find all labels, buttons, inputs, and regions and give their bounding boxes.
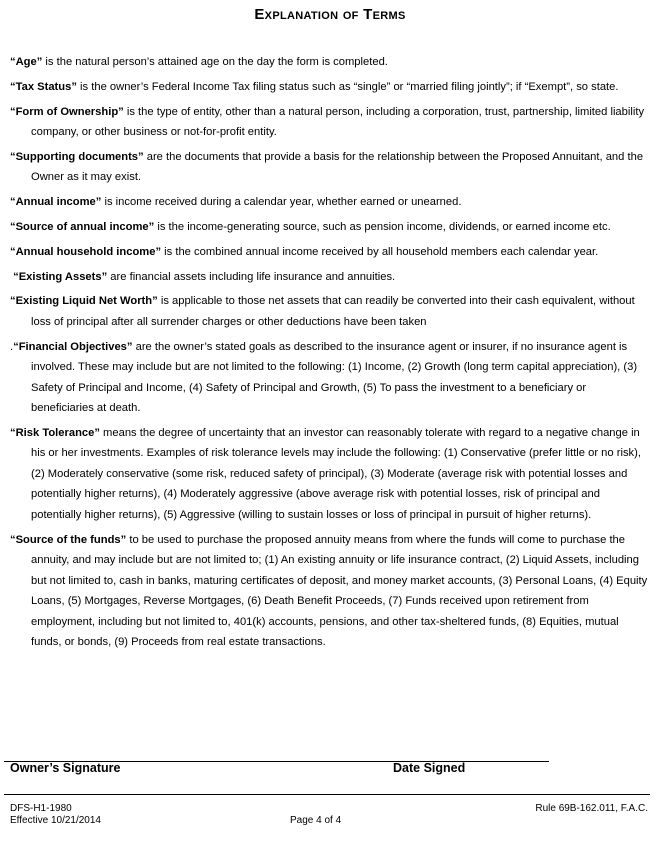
owner-signature-label: Owner’s Signature [10, 761, 121, 775]
term-name: “Source of the funds” [10, 533, 127, 546]
term-definition: are the owner’s stated goals as described to the insurance agent or insurer, if no insurance agent is involved. These may include but are not limited to the following: (1) Income, (2) Growth (long term capital appreciation), (3) Safety of Principal and Income, (4) Safety of Principal and Growth, (5) To pass the investment to a beneficiary or beneficiaries at death. [31, 340, 638, 415]
term-source-of-the-funds [10, 530, 650, 653]
term-definition: is income received during a calendar year, whether earned or unearned. [101, 196, 462, 209]
term-name: “Age” [10, 56, 43, 68]
rule-reference: Rule 69B-162.011, F.A.C. [535, 803, 648, 814]
term-name: “Existing Liquid Net Worth” [10, 295, 158, 308]
term-annual-household-income [10, 242, 650, 263]
term-definition: is the owner’s Federal Income Tax filing status such as “single” or “married filing jointly”; if “Exempt”, so state. [76, 80, 619, 93]
term-name: “Annual household income” [10, 245, 162, 258]
term-definition: is the natural person’s attained age on the day the form is completed. [42, 56, 388, 68]
date-signed-label: Date Signed [393, 761, 466, 775]
term-supporting-documents [10, 147, 650, 188]
terms-list [10, 52, 650, 657]
page-title: Explanation of Terms [254, 6, 406, 23]
term-name: “Annual income” [10, 196, 102, 209]
term-name: “Risk Tolerance” [10, 426, 100, 439]
term-definition: is the combined annual income received by all household members each calendar year. [161, 245, 599, 258]
term-financial-objectives [10, 337, 650, 419]
term-annual-income [10, 192, 650, 213]
term-risk-tolerance [10, 423, 650, 526]
form-id: DFS-H1-1980 [10, 803, 72, 814]
term-source-of-annual-income [10, 217, 650, 238]
effective-date: Effective 10/21/2014 [10, 815, 101, 826]
term-definition: is applicable to those net assets that can readily be converted into their cash equivalent, without loss of principal after all surrender charges or other deductions have been taken [31, 295, 635, 328]
term-name: “Source of annual income” [10, 220, 155, 233]
term-age [10, 52, 650, 73]
term-tax-status [10, 77, 650, 98]
term-existing-liquid-net-worth [10, 291, 650, 332]
term-definition: are financial assets including life insurance and annuities. [107, 270, 396, 283]
term-form-of-ownership [10, 102, 650, 143]
term-existing-assets [10, 267, 650, 288]
term-name: “Supporting documents” [10, 150, 144, 163]
page-number: Page 4 of 4 [290, 815, 342, 826]
term-definition: to be used to purchase the proposed annuity means from where the funds will come to purchase the annuity, and may include but are not limited to; (1) An existing annuity or life insurance contract, (2) Liquid Assets, including but not limited to, cash in banks, maturing certificates of deposit, and money market accounts, (3) Personal Loans, (4) Equity Loans, (5) Mortgages, Reverse Mortgages, (6) Death Benefit Proceeds, (7) Funds received upon retirement from employment, including but not limited to, 401(k) accounts, pensions, and other tax-sheltered funds, (8) Equities, mutual funds, or bonds, (9) Proceeds from real estate transactions. [31, 533, 648, 649]
footer-divider [4, 794, 650, 795]
term-name: “Existing Assets” [13, 270, 108, 283]
term-definition: means the degree of uncertainty that an investor can reasonably tolerate with regard to a negative change in his or her investments. Examples of risk tolerance levels may include the following: (1) Conservative (prefer little or no risk), (2) Moderately conservative (some risk, reduced safety of principal), (3) Moderate (average risk with potential losses and potentially higher returns), (4) Moderately aggressive (above average risk with potential losses, risk of principal and potentially higher returns), (5) Aggressive (willing to sustain losses or loss of principal in pursuit of higher returns). [31, 426, 641, 521]
term-prefix: . [10, 340, 14, 353]
term-definition: is the income-generating source, such as pension income, dividends, or earned income etc. [154, 220, 611, 233]
term-name: “Financial Objectives” [13, 340, 133, 353]
term-name: “Tax Status” [10, 80, 77, 93]
term-definition: is the type of entity, other than a natural person, including a corporation, trust, partnership, limited liability company, or other business or not-for-profit entity. [31, 105, 645, 139]
term-name: “Form of Ownership” [10, 105, 124, 118]
term-definition: are the documents that provide a basis for the relationship between the Proposed Annuitant, and the Owner as it may exist. [31, 150, 644, 184]
